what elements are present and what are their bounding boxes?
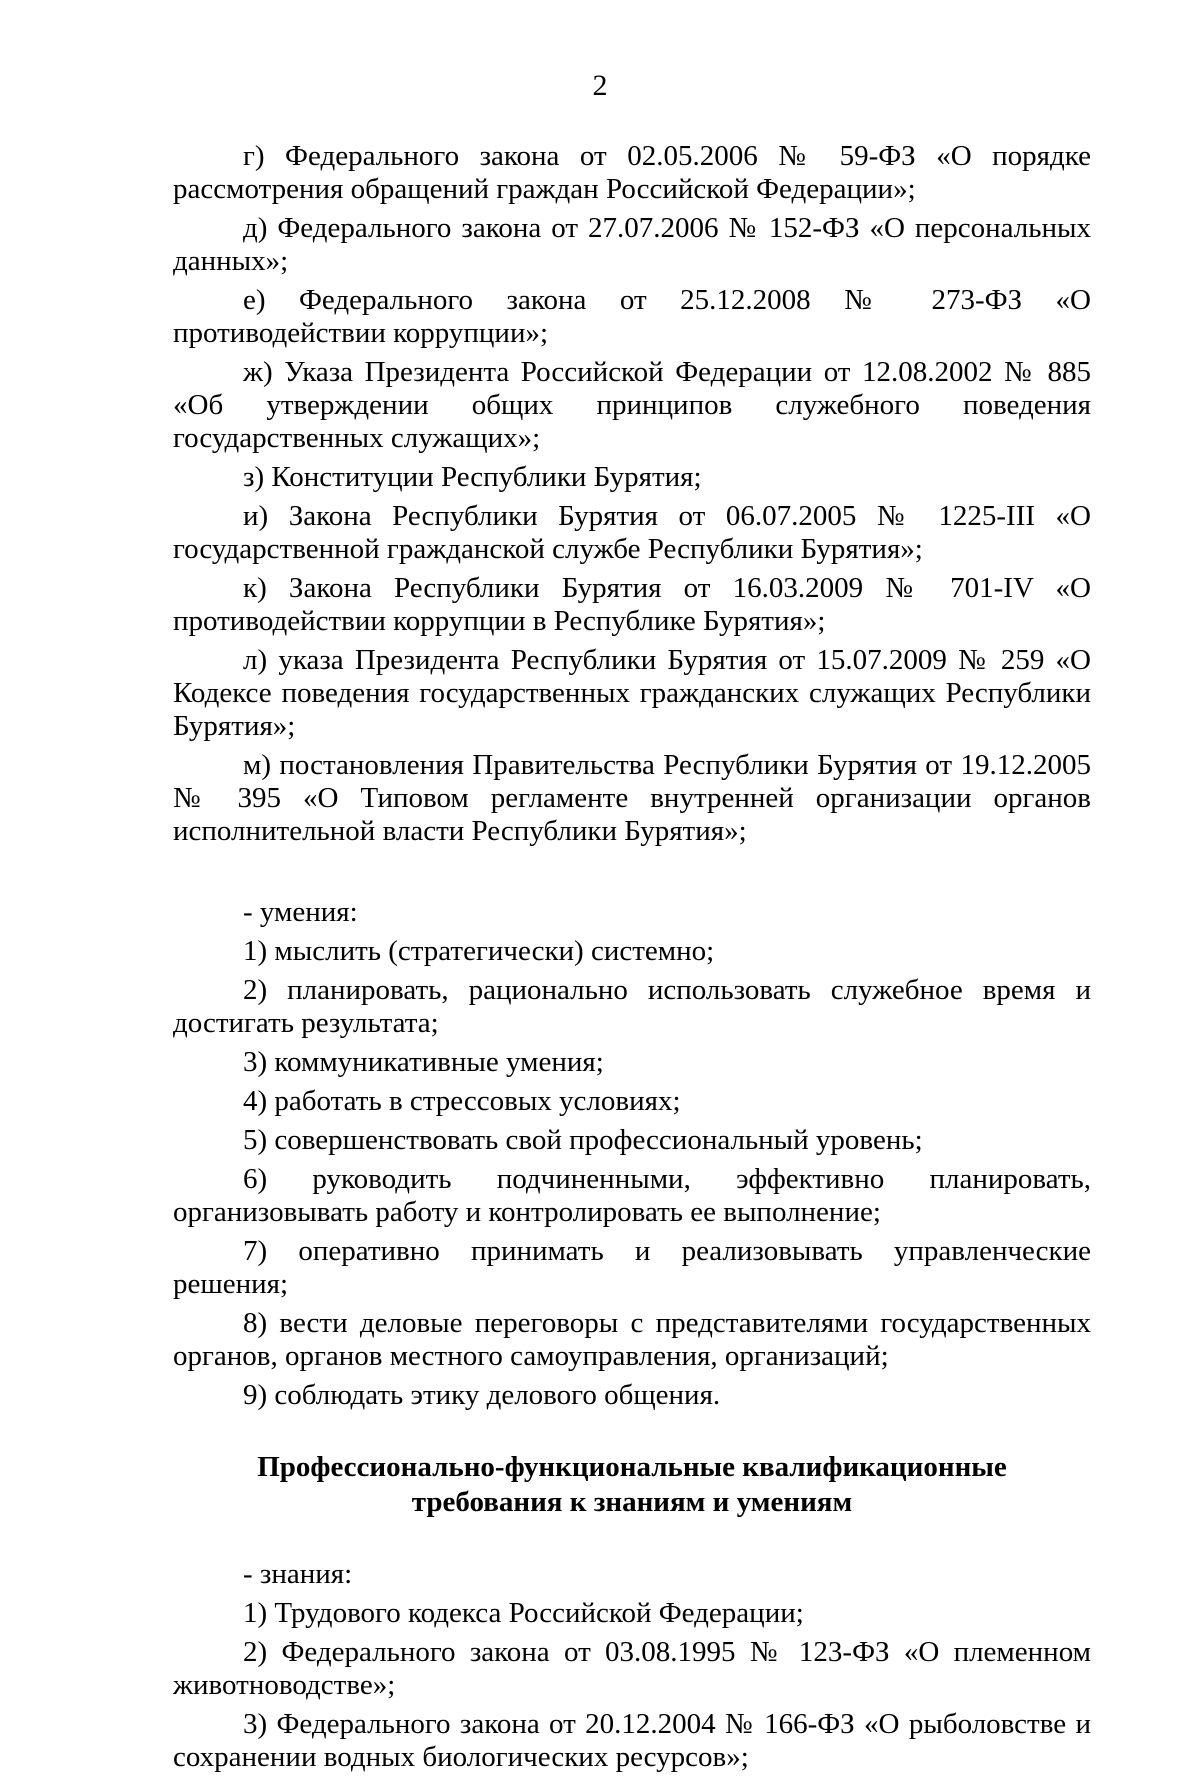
section-gap — [173, 854, 1091, 896]
list-item: 6) руководить подчиненными, эффективно планировать, организовывать работу и контролировать ее выполнение; — [173, 1163, 1091, 1228]
legal-acts-list — [173, 140, 1091, 848]
heading-line-1: Профессионально-функциональные квалификационные — [257, 1451, 1007, 1483]
skills-label: - умения: — [243, 896, 358, 928]
list-item: и) Закона Республики Бурятия от 06.07.2005 № 1225-III «О государственной гражданской службе Республики Бурятия»; — [173, 500, 1091, 565]
list-item: 8) вести деловые переговоры с представителями государственных органов, органов местного самоуправления, организаций; — [173, 1307, 1091, 1372]
list-item: г) Федерального закона от 02.05.2006 № 59-ФЗ «О порядке рассмотрения обращений граждан Российской Федерации»; — [173, 140, 1091, 205]
list-item: 9) соблюдать этику делового общения. — [243, 1379, 721, 1411]
document-body — [173, 140, 1091, 1780]
list-item: к) Закона Республики Бурятия от 16.03.2009 № 701-IV «О противодействии коррупции в Республике Бурятия»; — [173, 572, 1091, 637]
list-item: ж) Указа Президента Российской Федерации от 12.08.2002 № 885 «Об утверждении общих принципов служебного поведения государственных служащих»; — [173, 356, 1091, 454]
list-item: 3) коммуникативные умения; — [243, 1046, 604, 1078]
list-item: 1) мыслить (стратегически) системно; — [243, 935, 715, 967]
list-item: 2) планировать, рационально использовать служебное время и достигать результата; — [173, 974, 1091, 1039]
list-item: з) Конституции Республики Бурятия; — [243, 461, 702, 493]
knowledge-label: - знания: — [243, 1558, 353, 1590]
list-item: л) указа Президента Республики Бурятия от 15.07.2009 № 259 «О Кодексе поведения государственных гражданских служащих Республики Бурятия»; — [173, 644, 1091, 742]
skills-list — [173, 896, 1091, 1412]
list-item: м) постановления Правительства Республики Бурятия от 19.12.2005 № 395 «О Типовом регламенте внутренней организации органов исполнительной власти Республики Бурятия»; — [173, 749, 1091, 847]
list-item: е) Федерального закона от 25.12.2008 № 273-ФЗ «О противодействии коррупции»; — [173, 284, 1091, 349]
list-item: 2) Федерального закона от 03.08.1995 № 123-ФЗ «О племенном животноводстве»; — [173, 1636, 1091, 1701]
heading-line-2: требования к знаниям и умениям — [411, 1486, 853, 1518]
list-item: 4) работать в стрессовых условиях; — [243, 1085, 681, 1117]
list-item: 3) Федерального закона от 20.12.2004 № 166-ФЗ «О рыболовстве и сохранении водных биологических ресурсов»; — [173, 1708, 1091, 1773]
section-heading — [173, 1450, 1091, 1520]
list-item: 1) Трудового кодекса Российской Федерации; — [243, 1597, 804, 1629]
knowledge-list — [173, 1558, 1091, 1774]
list-item: д) Федерального закона от 27.07.2006 № 152-ФЗ «О персональных данных»; — [173, 212, 1091, 277]
list-item: 7) оперативно принимать и реализовывать управленческие решения; — [173, 1235, 1091, 1300]
page-number: 2 — [592, 69, 608, 102]
list-item: 5) совершенствовать свой профессиональный уровень; — [243, 1124, 923, 1156]
